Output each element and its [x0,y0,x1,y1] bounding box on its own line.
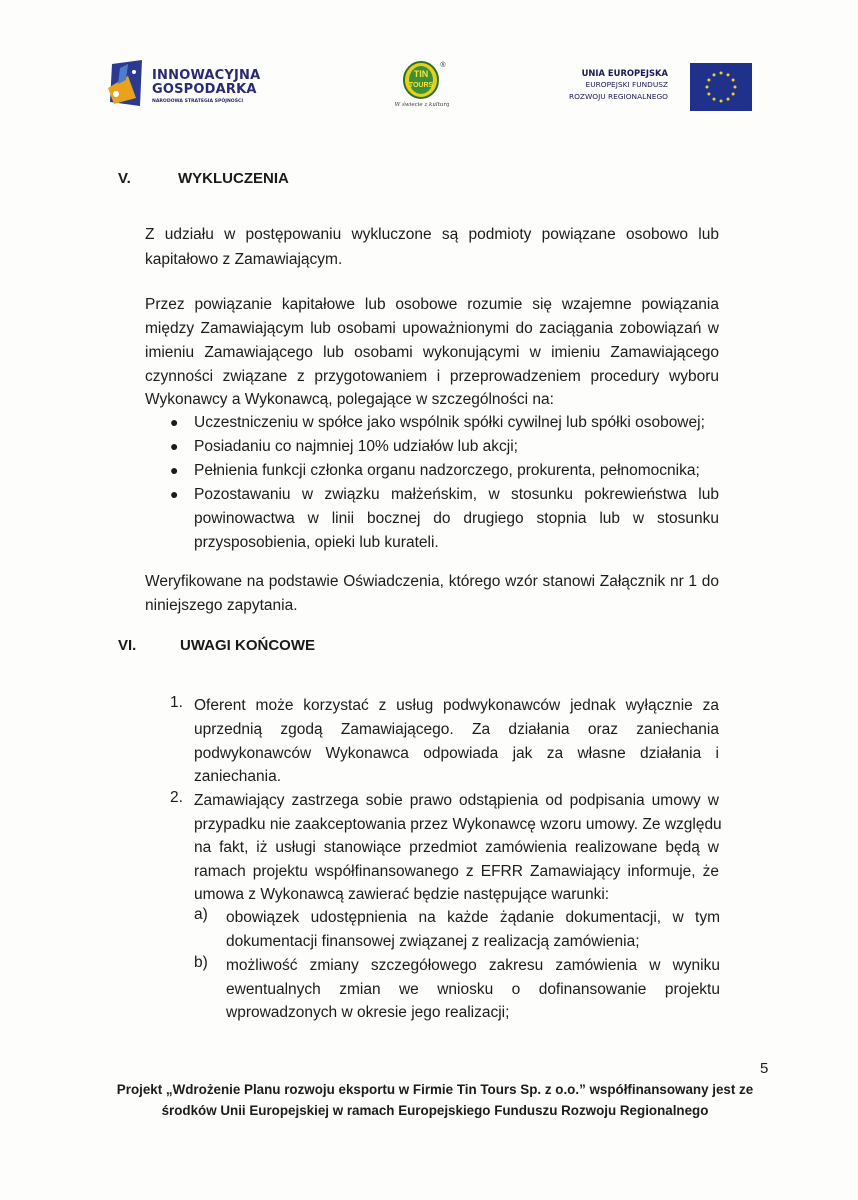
eu-star [707,79,710,82]
page-number: 5 [760,1060,769,1077]
innowacyjna-gospodarka-logo [106,58,306,112]
sub-list-item-continuation: wprowadzonych w okresie jego realizacji; [226,1004,510,1021]
eu-flag-icon [690,63,752,111]
eu-star [734,86,737,89]
sub-list-item: obowiązek udostępnienia na każde żądanie dokumentacji, w tym [226,909,720,926]
list-item: Oferent może korzystać z usług podwykonawców jednak wyłącznie za [194,697,719,714]
logo-left-line3: NARODOWA STRATEGIA SPÓJNOŚCI [152,99,244,104]
sub-list-item-continuation: ewentualnych zmian we wniosku o dofinansowanie projektu [226,981,720,998]
eu-line2: EUROPEJSKI FUNDUSZ [585,80,668,89]
eu-star [732,93,735,96]
eu-line1: UNIA EUROPEJSKA [581,68,668,78]
list-item-continuation: podwykonawców Wykonawca odpowiada jak za własne działania i [194,745,719,762]
innowacyjna-gospodarka-emblem-icon [106,58,146,108]
section-6-number: VI. [118,637,137,654]
section-5-number: V. [118,170,131,187]
footer-line-2: środków Unii Europejskiej w ramach Europejskiego Funduszu Rozwoju Regionalnego [161,1103,709,1118]
eu-star [727,98,730,101]
eu-star [713,73,716,76]
section-6-title: UWAGI KOŃCOWE [180,637,315,654]
eu-star [720,100,723,103]
paragraph-line: niniejszego zapytania. [145,597,298,614]
paragraph-line: kapitałowo z Zamawiającym. [145,251,343,268]
list-item-continuation: przysposobienia, opieki lub kurateli. [194,534,439,551]
paragraph-line: Wykonawcy a Wykonawcą, polegające w szczególności na: [145,391,554,408]
eu-star [732,79,735,82]
eu-star [707,93,710,96]
list-item: Posiadaniu co najmniej 10% udziałów lub akcji; [194,438,518,455]
bullet-icon: ● [170,438,179,454]
eu-star [727,73,730,76]
list-item: Pełnienia funkcji członka organu nadzorczego, prokurenta, pełnomocnika; [194,462,700,479]
list-item-continuation: umowa z Wykonawcą zawierać będzie następujące warunki: [194,886,610,903]
paragraph-line: czynności związane z przygotowaniem i przeprowadzeniem procedury wyboru [145,368,719,385]
eu-fund-logo [540,62,752,114]
eu-logo-text [569,67,668,103]
eu-line3: ROZWOJU REGIONALNEGO [568,92,668,101]
sub-list-item: możliwość zmiany szczegółowego zakresu zamówienia w wyniku [226,957,720,974]
paragraph-line: Przez powiązanie kapitałowe lub osobowe rozumie się wzajemne powiązania [145,296,719,313]
paragraph-line: Weryfikowane na podstawie Oświadczenia, którego wzór stanowi Załącznik nr 1 do [145,573,719,590]
list-item-continuation: powinowactwa w linii bocznej do drugiego stopnia lub w stosunku [194,510,719,527]
eu-star [720,72,723,75]
list-item-continuation: na fakt, iż usługi stanowiące przedmiot zamówienia realizowane będą w [194,839,719,856]
eu-star [713,98,716,101]
eu-star [706,86,709,89]
list-item: Pozostawaniu w związku małżeńskim, w stosunku pokrewieństwa lub [194,486,719,503]
tin-tours-logo [388,56,456,116]
list-item-continuation: uprzednią zgodą Zamawiającego. Za działania oraz zaniechania [194,721,719,738]
list-item-continuation: przypadku nie zaakceptowania przez Wykonawcę wzoru umowy. Ze względu [194,816,722,833]
tin-text: TIN [413,69,429,79]
section-5-title: WYKLUCZENIA [178,170,289,187]
sub-list-item-continuation: dokumentacji finansowej związanej z realizacją zamówienia; [226,933,640,950]
item-number: 2. [170,789,183,806]
list-item-continuation: zaniechania. [194,768,282,785]
registered-mark: ® [440,62,446,69]
footer-line-1: Projekt „Wdrożenie Planu rozwoju eksportu w Firmie Tin Tours Sp. z o.o.” współfinansowany jest ze [116,1082,754,1097]
tours-text: TOURS [408,82,434,89]
item-number: 1. [170,694,183,711]
paragraph-line: imieniu Zamawiającego lub osobami wykonującymi w imieniu Zamawiającego [145,344,719,361]
paragraph-line: Z udziału w postępowaniu wykluczone są podmioty powiązane osobowo lub [145,226,719,243]
list-item: Zamawiający zastrzega sobie prawo odstąpienia od podpisania umowy w [194,792,719,809]
bullet-icon: ● [170,486,179,502]
subitem-letter: b) [194,954,208,971]
tin-tours-slogan: W świecie z kulturą [394,102,450,108]
bullet-icon: ● [170,462,179,478]
bullet-icon: ● [170,414,179,430]
list-item-continuation: ramach projektu współfinansowanego z EFRR Zamawiający informuje, że [194,863,719,880]
tin-tours-emblem-icon [388,56,456,104]
paragraph-line: między Zamawiającym lub osobami upoważnionymi do zaciągania zobowiązań w [145,320,719,337]
list-item: Uczestniczeniu w spółce jako wspólnik spółki cywilnej lub spółki osobowej; [194,414,705,431]
logo-left-line2: GOSPODARKA [152,82,257,97]
subitem-letter: a) [194,906,208,923]
logo-left-line1: INNOWACYJNA [152,68,261,83]
